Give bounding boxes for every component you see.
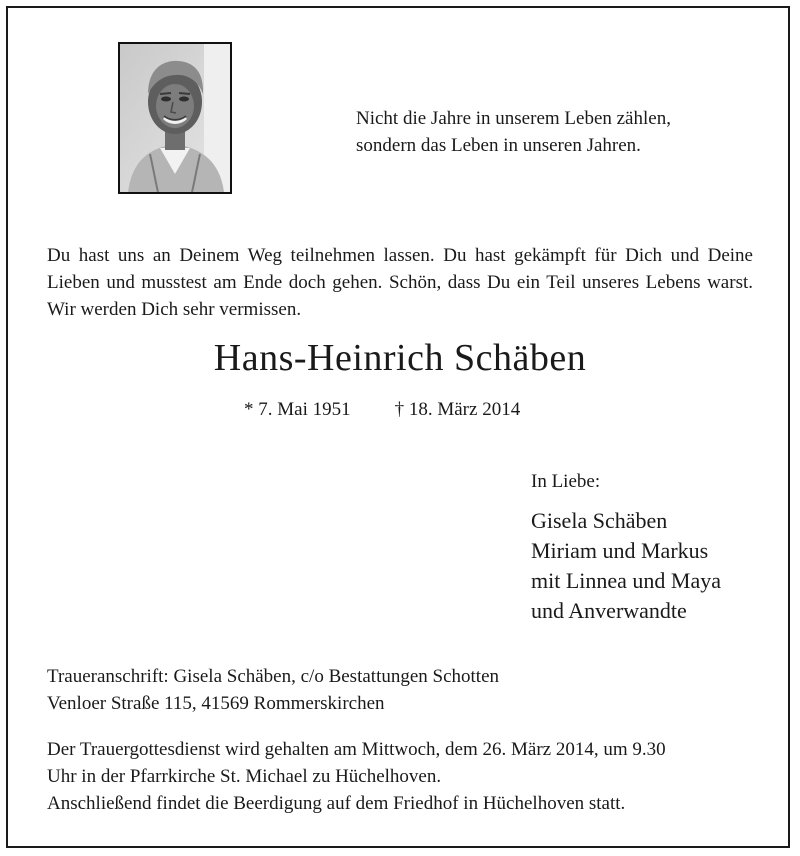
mourner-item: und Anverwandte [531, 598, 687, 623]
intro-text: Du hast uns an Deinem Weg teilnehmen lassen. Du hast gekämpft für Dich und Deine Lieben und musstest am Ende doch gehen. Schön, dass Du ein Teil unseres Lebens warst. Wir werden Dich sehr vermissen. [47, 245, 753, 320]
memorial-quote [356, 105, 756, 159]
deceased-name: Hans-Heinrich Schäben [213, 337, 587, 379]
mourner-item: Gisela Schäben [531, 508, 668, 533]
address-line: Traueranschrift: Gisela Schäben, c/o Bestattungen Schotten [47, 666, 500, 687]
service-line: Anschließend findet die Beerdigung auf dem Friedhof in Hüchelhoven statt. [47, 793, 626, 814]
quote-line: sondern das Leben in unseren Jahren. [356, 135, 641, 156]
death-date: † 18. März 2014 [394, 399, 521, 420]
mourners-list [531, 506, 721, 626]
quote-line: Nicht die Jahre in unserem Leben zählen, [356, 108, 671, 129]
portrait-icon [120, 44, 230, 192]
life-dates [244, 398, 520, 422]
mourner-item: Miriam und Markus [531, 538, 709, 563]
mourner-item: mit Linnea und Maya [531, 568, 722, 593]
address-line: Venloer Straße 115, 41569 Rommerskirchen [47, 693, 385, 714]
portrait-photo [118, 42, 232, 194]
mourning-address [47, 663, 499, 717]
obituary-notice [6, 6, 790, 848]
service-line: Der Trauergottesdienst wird gehalten am Mittwoch, dem 26. März 2014, um 9.30 [47, 739, 666, 760]
service-line: Uhr in der Pfarrkirche St. Michael zu Hüchelhoven. [47, 766, 442, 787]
love-label: In Liebe: [531, 471, 601, 492]
birth-date: * 7. Mai 1951 [244, 399, 351, 420]
service-info [47, 736, 767, 817]
